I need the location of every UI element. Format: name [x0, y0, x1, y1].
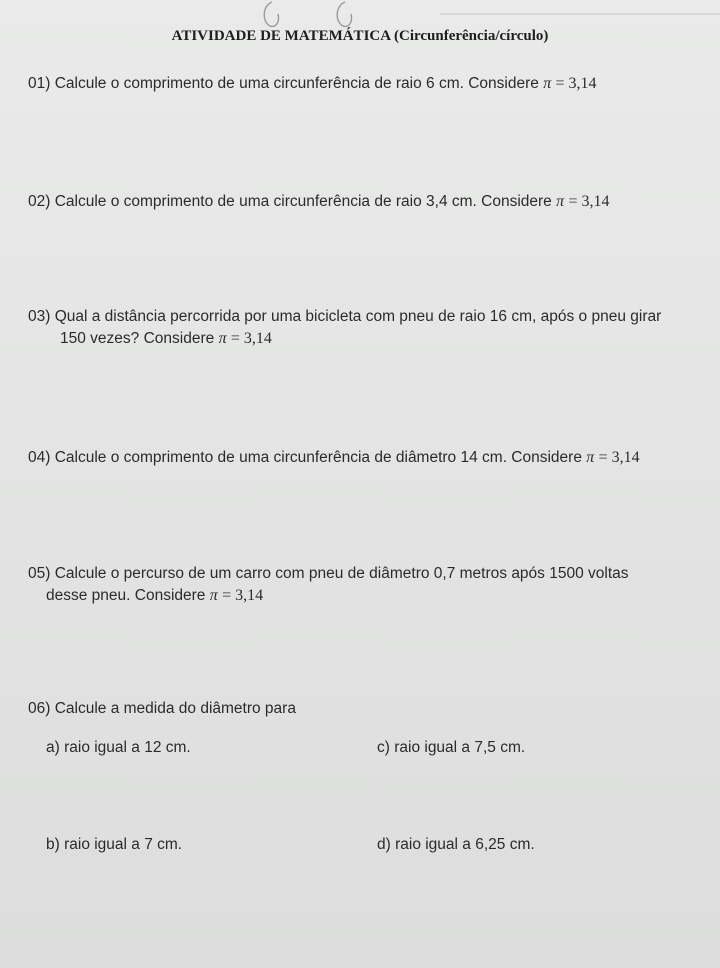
question-05-line2: desse pneu. Considere: [46, 587, 206, 604]
question-03: [28, 306, 712, 350]
pi-symbol: π: [543, 75, 552, 92]
pi-value: = 3,14: [555, 75, 597, 92]
question-03-line2-row: [28, 328, 712, 350]
pi-value: = 3,14: [598, 449, 640, 466]
question-05-line2-row: [28, 585, 710, 607]
question-05: [28, 563, 710, 607]
question-03-line1: 03) Qual a distância percorrida por uma bicicleta com pneu de raio 16 cm, após o pneu girar: [28, 308, 662, 325]
question-06-item-c: c) raio igual a 7,5 cm.: [377, 739, 526, 756]
pi-value: = 3,14: [568, 193, 610, 210]
question-02: [28, 191, 708, 213]
binder-holes-decoration: [0, 0, 720, 30]
question-06-item-d: d) raio igual a 6,25 cm.: [377, 836, 535, 853]
pi-symbol: π: [218, 330, 227, 347]
question-06-item-a: a) raio igual a 12 cm.: [46, 739, 191, 756]
question-04: [28, 447, 712, 469]
pi-value: = 3,14: [230, 330, 272, 347]
page-title: ATIVIDADE DE MATEMÁTICA (Circunferência/círculo): [171, 28, 549, 44]
question-04-text: 04) Calcule o comprimento de uma circunferência de diâmetro 14 cm. Considere: [28, 449, 582, 466]
pi-symbol: π: [556, 193, 565, 210]
question-06-item-b: b) raio igual a 7 cm.: [46, 836, 183, 853]
question-02-text: 02) Calcule o comprimento de uma circunferência de raio 3,4 cm. Considere: [28, 193, 552, 210]
question-05-line1: 05) Calcule o percurso de um carro com pneu de diâmetro 0,7 metros após 1500 voltas: [28, 565, 629, 582]
question-01: [28, 73, 708, 95]
question-01-text: 01) Calcule o comprimento de uma circunferência de raio 6 cm. Considere: [28, 75, 539, 92]
pi-symbol: π: [209, 587, 218, 604]
question-06: 06) Calcule a medida do diâmetro para: [28, 700, 296, 717]
pi-value: = 3,14: [222, 587, 264, 604]
question-03-line2: 150 vezes? Considere: [60, 330, 215, 347]
pi-symbol: π: [586, 449, 595, 466]
